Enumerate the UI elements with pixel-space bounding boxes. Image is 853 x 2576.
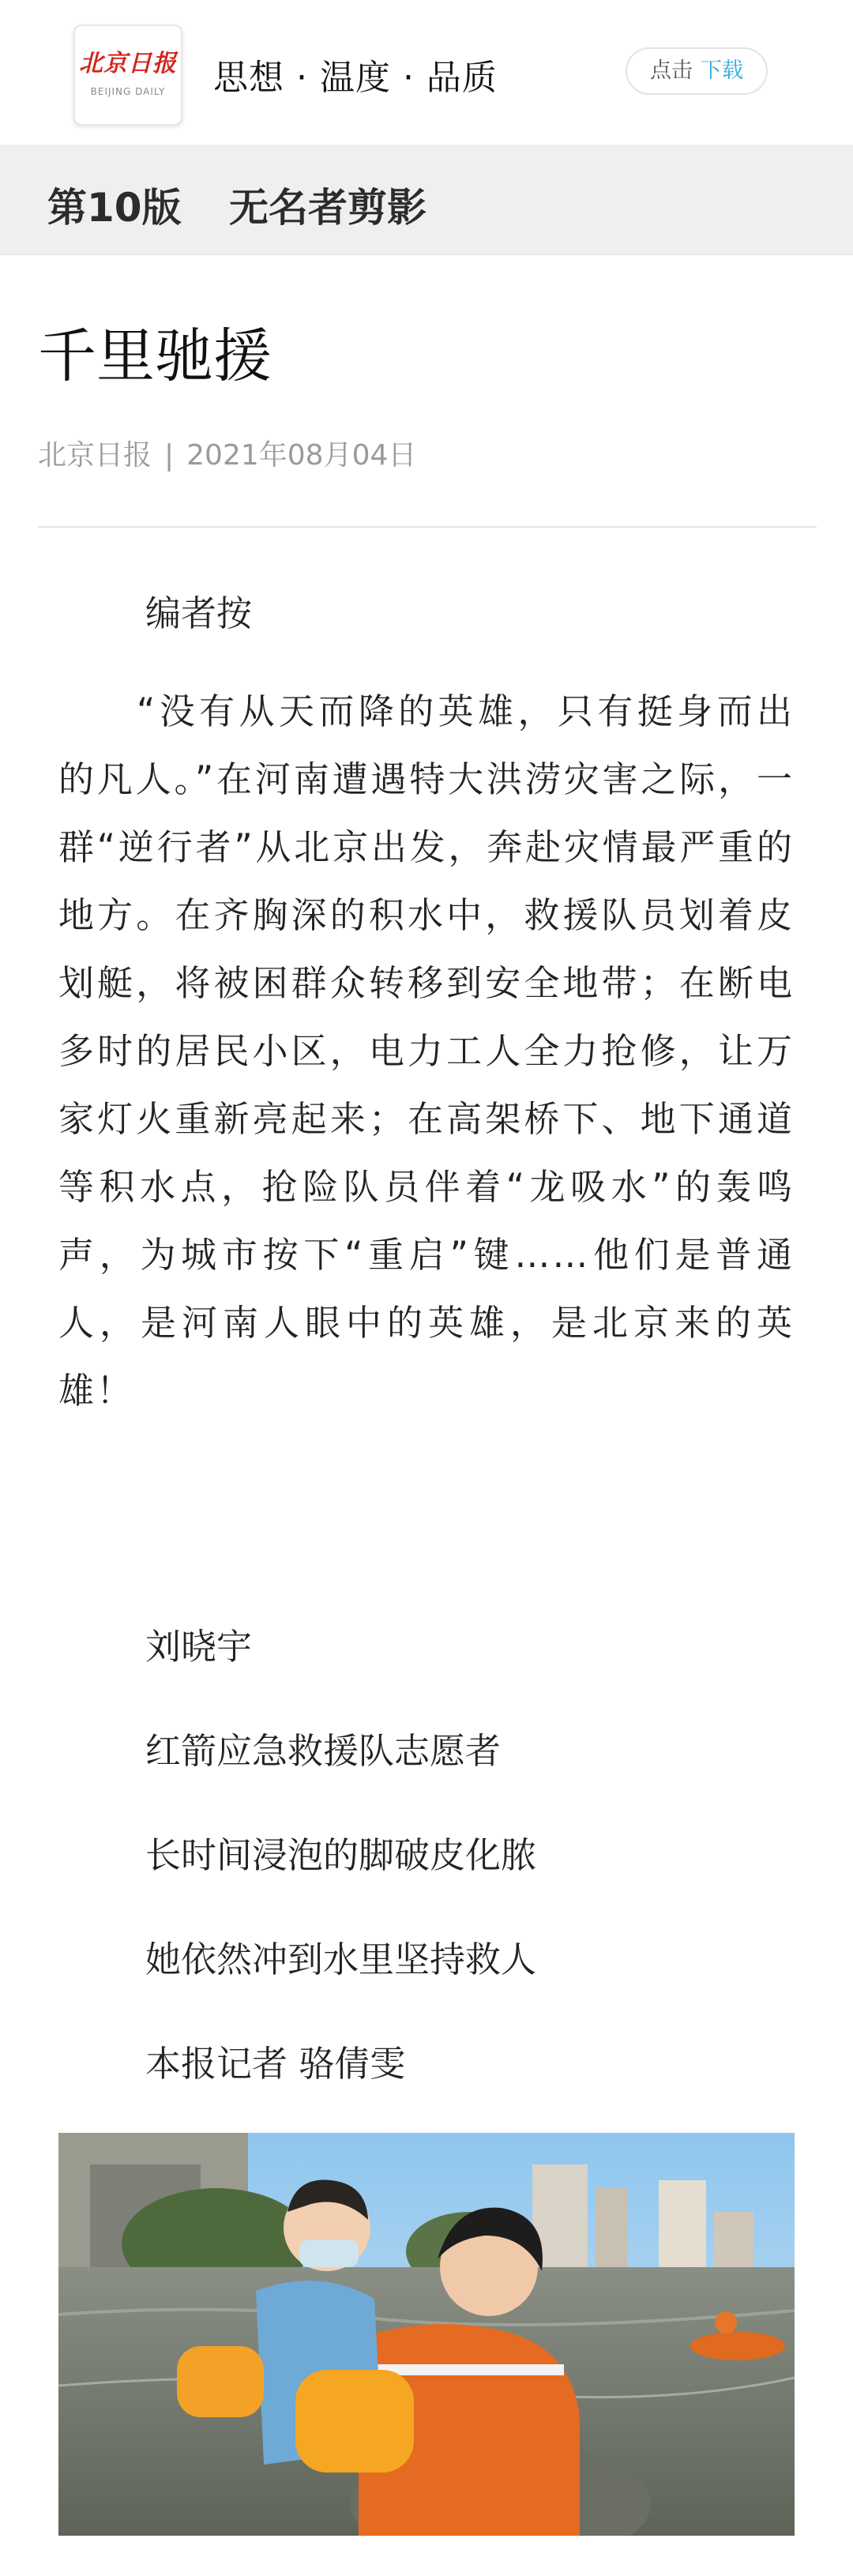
article-date: 2021年08月04日 bbox=[186, 439, 417, 472]
article-meta bbox=[38, 433, 416, 473]
person-role: 红箭应急救援队志愿者 bbox=[145, 1730, 502, 1772]
download-prefix: 点击 bbox=[650, 58, 693, 83]
editor-note-label: 编者按 bbox=[145, 592, 253, 634]
article-photo[interactable] bbox=[58, 2133, 795, 2536]
logo-subtext: BEIJING DAILY bbox=[90, 86, 166, 97]
rescue-photo-illustration bbox=[58, 2133, 795, 2536]
beijing-daily-logo[interactable] bbox=[73, 24, 182, 126]
download-button[interactable] bbox=[626, 47, 768, 95]
divider bbox=[38, 526, 817, 528]
reporter-byline: 本报记者 骆倩雯 bbox=[145, 2043, 406, 2085]
headline-1: 长时间浸泡的脚破皮化脓 bbox=[145, 1834, 537, 1876]
section-number: 第10版 bbox=[47, 185, 182, 231]
section-name: 无名者剪影 bbox=[229, 185, 426, 231]
download-label: 下载 bbox=[701, 58, 743, 83]
section-bar bbox=[0, 145, 853, 255]
editor-note-text: “没有从天而降的英雄，只有挺身而出的凡人。”在河南遭遇特大洪涝灾害之际，一群“逆行者”从北京出发，奔赴灾情最严重的地方。在齐胸深的积水中，救援队员划着皮划艇，将被困群众转移到安全地带；在断电多时的居民小区，电力工人全力抢修，让万家灯火重新亮起来；在高架桥下、地下通道等积水点，抢险队员伴着“龙吸水”的轰鸣声，为城市按下“重启”键……他们是普通人，是河南人眼中的英雄，是北京来的英雄！ bbox=[58, 690, 795, 1412]
top-bar bbox=[0, 0, 853, 145]
article-title: 千里驰援 bbox=[38, 322, 272, 390]
person-name: 刘晓宇 bbox=[145, 1626, 253, 1668]
logo-text: 北京日报 bbox=[79, 50, 177, 77]
slogan: 思想 · 温度 · 品质 bbox=[213, 58, 498, 98]
meta-separator: | bbox=[164, 439, 175, 472]
article-source: 北京日报 bbox=[38, 439, 152, 472]
headline-2: 她依然冲到水里坚持救人 bbox=[145, 1939, 537, 1980]
